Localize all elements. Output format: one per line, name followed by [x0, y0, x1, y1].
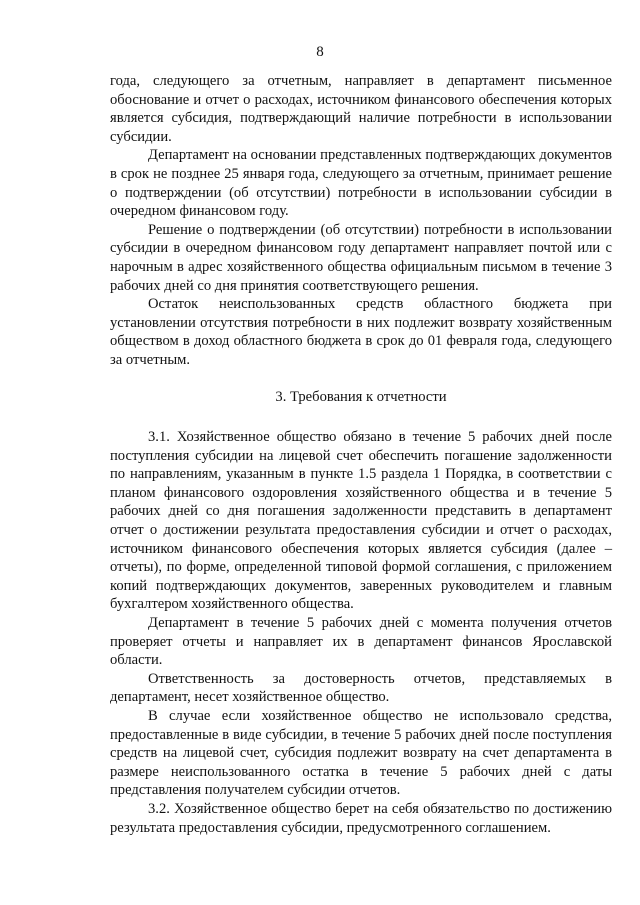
paragraph: Департамент в течение 5 рабочих дней с момента получения отчетов проверяет отчеты и направляет их в департамент финансов Ярославской области.	[110, 615, 612, 669]
paragraph: 3.2. Хозяйственное общество берет на себя обязательство по достижению результата предоставления субсидии, предусмотренного соглашением.	[110, 800, 612, 836]
section-heading: 3. Требования к отчетности	[275, 388, 447, 405]
page-number: 8	[316, 44, 324, 60]
paragraph: Остаток неиспользованных средств областного бюджета при установлении отсутствия потребности в них подлежит возврату хозяйственным обществом в доход областного бюджета в срок до 01 февраля года, следующего за отчетным.	[110, 296, 612, 368]
paragraph: 3.1. Хозяйственное общество обязано в течение 5 рабочих дней после поступления субсидии на лицевой счет обеспечить погашение задолженности по направлениям, указанным в пункте 1.5 раздела 1 Порядка, в соответствии с планом финансового оздоровления хозяйственного общества и в течение 5 рабочих дней со дня погашения задолженности представить в департамент отчет о достижении результата предоставления субсидии и отчет о расходах, источником финансового обеспечения которых является субсидия (далее – отчеты), по форме, определенной типовой формой соглашения, с приложением копий подтверждающих документов, заверенных руководителем и главным бухгалтером хозяйственного общества.	[110, 429, 612, 613]
paragraph: Департамент на основании представленных подтверждающих документов в срок не позднее 25 января года, следующего за отчетным, принимает решение о подтверждении (об отсутствии) потребности в использовании субсидии в очередном финансовом году.	[110, 147, 612, 220]
document-body	[110, 72, 612, 837]
paragraph: В случае если хозяйственное общество не использовало средства, предоставленные в виде субсидии, в течение 5 рабочих дней после поступления средств на лицевой счет, субсидия подлежит возврату на счет департамента в размере неиспользованного остатка в течение 5 рабочих дней с даты представления получателем субсидии отчетов.	[110, 708, 612, 799]
paragraph: года, следующего за отчетным, направляет в департамент письменное обоснование и отчет о расходах, источником финансового обеспечения которых является субсидия, подтверждающий наличие потребности в использовании субсидии.	[110, 73, 612, 145]
paragraph: Решение о подтверждении (об отсутствии) потребности в использовании субсидии в очередном финансовом году департамент направляет почтой или с нарочным в адрес хозяйственного общества официальным письмом в течение 3 рабочих дней со дня принятия соответствующего решения.	[110, 221, 612, 294]
paragraph: Ответственность за достоверность отчетов, представляемых в департамент, несет хозяйственное общество.	[110, 670, 612, 706]
